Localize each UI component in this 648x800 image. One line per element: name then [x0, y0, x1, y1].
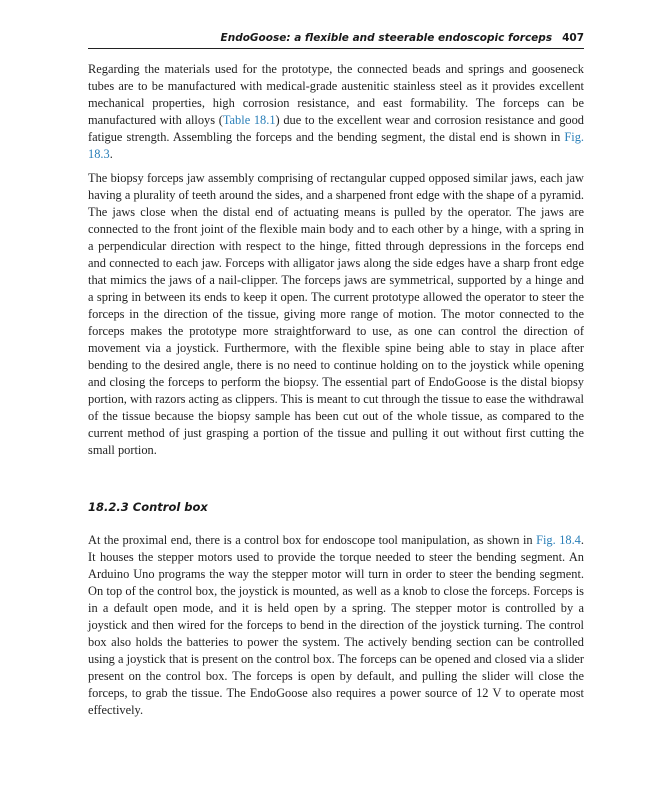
paragraph-text: The biopsy forceps jaw assembly comprising of rectangular cupped opposed similar jaws, each jaw having a plurality of teeth around the sides, and a sharpened front edge with the shape of a pyramid. The jaws close when the distal end of actuating means is pulled by the operator. The jaws are connected to the front joint of the flexible main body and to each other by a hinge, with a spring in a perpendicular direction with respect to the hinge, fitted through depressions in the forceps end and connected to each jaw. Forceps with alligator jaws along the side edges have a sharp front edge that mimics the jaws of a nail-clipper. The forceps jaws are symmetrical, supported by a hinge and a spring in between its ends to keep it open. The current prototype allowed the operator to steer the forceps in the direction of the tissue, giving more range of motion. The motor connected to the forceps makes the prototype more straightforward to use, as one can control the direction of movement via a joystick. Furthermore, with the flexible spine being able to stay in place after bending to the desired angle, there is no need to continue holding on to the joystick while opening and closing the forceps to perform the biopsy. The essential part of EndoGoose is the distal biopsy portion, with razors acting as clippers. This is meant to cut through the tissue to ease the withdrawal of the tissue because the biopsy sample has been cut out of the whole tissue, as compared to the current method of just grasping a portion of the tissue and pulling it out without first cutting the small portion. [88, 171, 584, 457]
paragraph-control-box [88, 532, 584, 719]
page-number: 407 [562, 32, 584, 44]
paragraph-biopsy-jaws [88, 170, 584, 459]
paragraph-materials [88, 61, 584, 163]
paragraph-text: . It houses the stepper motors used to provide the torque needed to steer the bending segment. An Arduino Uno programs the way the stepper motor will turn in order to steer the bending segment. On top of the control box, the joystick is mounted, as well as a knob to close the forceps. Forceps is in a default open mode, and it is held open by a spring. The stepper motor is controlled by a joystick and then wired for the forceps to bend in the direction of the joystick turning. The control box also holds the batteries to power the system. The actively bending section can be controlled using a joystick that is present on the control box. The forceps can be opened and closed via a slider present on the control box. The forceps is open by default, and pulling the slider will close the forceps, to grab the tissue. The EndoGoose also requires a power source of 12 V to operate most effectively. [88, 533, 584, 717]
header-rule [88, 48, 584, 49]
running-header [88, 32, 584, 44]
paragraph-text: . [109, 147, 113, 161]
fig-18-4-link[interactable]: Fig. 18.4 [536, 533, 581, 547]
paragraph-text: At the proximal end, there is a control box for endoscope tool manipulation, as shown in [88, 533, 537, 547]
section-heading: 18.2.3 Control box [88, 500, 208, 514]
paragraph-text: Regarding the materials used for the prototype, the connected beads and springs and gooseneck tubes are to be manufactured with medical-grade austenitic stainless steel as it provides excellent mechanical properties, high corrosion resistance, and east formability. The forceps can be manufactured with alloys ( [88, 62, 584, 127]
running-title: EndoGoose: a flexible and steerable endoscopic forceps [220, 32, 553, 44]
table-18-1-link[interactable]: Table 18.1 [222, 113, 276, 127]
fig-18-3-link[interactable]: Fig. 18.3 [88, 130, 584, 161]
paragraph-text: ) due to the excellent wear and corrosion resistance and good fatigue strength. Assembling the forceps and the bending segment, the distal end is shown in [88, 113, 584, 144]
